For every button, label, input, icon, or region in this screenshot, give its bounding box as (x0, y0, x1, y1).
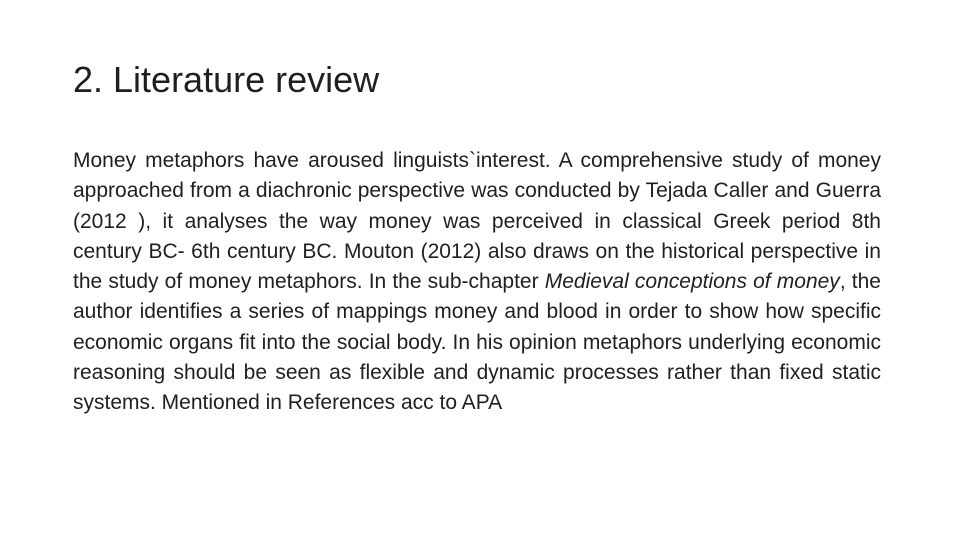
body-text-part-1: Money metaphors have aroused linguists`interest. A comprehensive study of money approached from a diachronic perspective was conducted by Tejada Caller and Guerra (2012 ), it analyses the way money was perceived in classical Greek period 8th century BC- 6th century BC. Mouton (2012) also draws on the historical perspective in the study of money metaphors. In the sub-chapter (73, 149, 881, 294)
slide-title: 2. Literature review (73, 59, 380, 100)
body-paragraph (73, 146, 881, 419)
body-text-italic-title: Medieval conceptions of money (544, 270, 840, 294)
body-text-part-2: , the author identifies a series of mappings money and blood in order to show how specific economic organs fit into the social body. In his opinion metaphors underlying economic reasoning should be seen as flexible and dynamic processes rather than fixed static systems. Mentioned in References acc to APA (73, 270, 881, 415)
